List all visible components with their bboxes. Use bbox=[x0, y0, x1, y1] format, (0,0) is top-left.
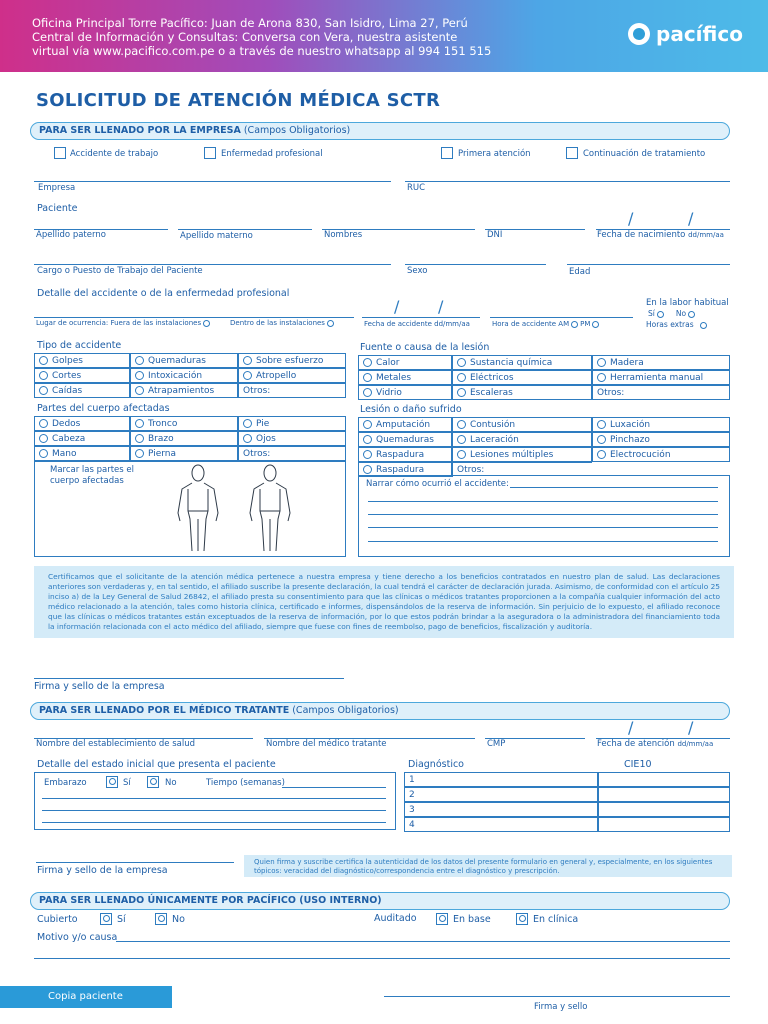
option-golpes[interactable]: Golpes bbox=[34, 353, 130, 368]
option-intoxicacion[interactable]: Intoxicación bbox=[130, 368, 238, 383]
date-separator: / bbox=[628, 718, 634, 737]
option-atropello[interactable]: Atropello bbox=[238, 368, 346, 383]
diagnostico-row-3[interactable]: 3 bbox=[404, 802, 598, 817]
option-otros-partes[interactable]: Otros: bbox=[238, 446, 346, 461]
legal-declaration: Certificamos que el solicitante de la atención médica pertenece a nuestra empresa y tiene derecho a los beneficios contratados en nuestro plan de salud. Las declaraciones anteriores son verdaderas y, en tal sentido, el afiliado suscribe la presente declaración, la cual tendrá el carácter de declaración jurada. Asimismo, de conformidad con el artículo 25 inciso a) de la Ley General de Salud 26842, el afiliado presta su consentimiento para que las clínicas o médicos tratantes proporcionen a la compañía cualquier información del acto médico relacionado a la atención, tales como historia clínica, certificado e informes, dispensándolos de la reserva de información. Sin perjuicio de lo expuesto, el afiliado reconoce que las clínicas o médicos tratantes están exceptuados de la reserva de información, por lo que estos podrán brindar a la aseguradora o la administradora del financiamiento toda la información relacionada con el acto médico del afiliado, siempre que fuese con fines de reembolso, pago de beneficios, fiscalización y auditoría. bbox=[34, 566, 734, 638]
authenticity-note: Quien firma y suscribe certifica la autenticidad de los datos del presente formulario en general y, especialmente, en los siguientes tópicos: veracidad del diagnóstico/correspondencia entre el diagnóstico y prescripción. bbox=[244, 855, 732, 877]
option-metales[interactable]: Metales bbox=[358, 370, 452, 385]
date-separator: / bbox=[688, 718, 694, 737]
label-edad: Edad bbox=[569, 267, 591, 277]
option-ojos[interactable]: Ojos bbox=[238, 431, 346, 446]
narrar-line[interactable] bbox=[510, 487, 718, 488]
label-horas-extras: Horas extras bbox=[646, 320, 707, 329]
date-separator: / bbox=[438, 297, 444, 316]
label-motivo: Motivo y/o causa bbox=[37, 932, 118, 943]
firma-medico-line[interactable] bbox=[36, 862, 234, 863]
cie-row-1[interactable] bbox=[598, 772, 730, 787]
date-separator: / bbox=[628, 209, 634, 228]
label-nombres: Nombres bbox=[324, 230, 363, 240]
narrar-line[interactable] bbox=[368, 501, 718, 502]
option-raspadura[interactable]: Raspadura bbox=[358, 447, 452, 462]
estado-line[interactable] bbox=[42, 810, 386, 811]
label-narrar-accidente: Narrar cómo ocurrió el accidente: bbox=[366, 479, 509, 489]
label-sexo: Sexo bbox=[407, 266, 428, 276]
section-empresa: PARA SER LLENADO POR LA EMPRESA (Campos Obligatorios) bbox=[30, 122, 730, 140]
checkbox-embarazo-si[interactable] bbox=[106, 776, 118, 788]
label-detalle-accidente: Detalle del accidente o de la enfermedad profesional bbox=[37, 288, 290, 299]
option-caidas[interactable]: Caídas bbox=[34, 383, 130, 398]
label-fecha-accidente: Fecha de accidente dd/mm/aa bbox=[364, 320, 470, 328]
option-pierna[interactable]: Pierna bbox=[130, 446, 238, 461]
label-paciente: Paciente bbox=[37, 203, 78, 214]
label-apellido-paterno: Apellido paterno bbox=[36, 230, 106, 240]
label-firma-sello: Firma y sello bbox=[534, 1002, 588, 1012]
label-nombre-medico: Nombre del médico tratante bbox=[266, 739, 387, 749]
checkbox-cubierto-si[interactable] bbox=[100, 913, 112, 925]
radio-dentro[interactable] bbox=[327, 320, 334, 327]
cargo-field[interactable] bbox=[34, 264, 391, 265]
option-cabeza[interactable]: Cabeza bbox=[34, 431, 130, 446]
checkbox-en-base[interactable] bbox=[436, 913, 448, 925]
option-vidrio[interactable]: Vidrio bbox=[358, 385, 452, 400]
pacifico-logo: pacífico bbox=[628, 22, 743, 46]
option-otros-tipo[interactable]: Otros: bbox=[238, 383, 346, 398]
label-estado-inicial: Detalle del estado inicial que presenta el paciente bbox=[37, 759, 276, 770]
option-calor[interactable]: Calor bbox=[358, 355, 452, 370]
ruc-field[interactable] bbox=[405, 181, 730, 182]
option-tronco[interactable]: Tronco bbox=[130, 416, 238, 431]
checkbox-accidente-trabajo[interactable] bbox=[54, 147, 66, 159]
option-pie[interactable]: Pie bbox=[238, 416, 346, 431]
option-atrapamientos[interactable]: Atrapamientos bbox=[130, 383, 238, 398]
checkbox-enfermedad-profesional[interactable] bbox=[204, 147, 216, 159]
empresa-field[interactable] bbox=[34, 181, 391, 182]
diagnostico-row-2[interactable]: 2 bbox=[404, 787, 598, 802]
label-primera-atencion: Primera atención bbox=[458, 149, 531, 159]
checkbox-cubierto-no[interactable] bbox=[155, 913, 167, 925]
narrar-line[interactable] bbox=[368, 527, 718, 528]
radio-am[interactable] bbox=[571, 321, 578, 328]
label-hora-accidente: Hora de accidente AM PM bbox=[492, 320, 601, 328]
label-fecha-nacimiento: Fecha de nacimiento dd/mm/aa bbox=[597, 230, 724, 240]
option-escaleras[interactable]: Escaleras bbox=[452, 385, 592, 400]
cie-row-3[interactable] bbox=[598, 802, 730, 817]
label-marcar-partes: Marcar las partes el cuerpo afectadas bbox=[50, 465, 135, 486]
form-title: SOLICITUD DE ATENCIÓN MÉDICA SCTR bbox=[36, 90, 441, 111]
fecha-accidente-field[interactable] bbox=[362, 317, 480, 318]
option-madera[interactable]: Madera bbox=[592, 355, 730, 370]
label-dentro: Dentro de las instalaciones bbox=[230, 319, 334, 327]
cie-row-2[interactable] bbox=[598, 787, 730, 802]
option-contusion[interactable]: Contusión bbox=[452, 417, 592, 432]
option-electrocucion[interactable]: Electrocución bbox=[592, 447, 730, 462]
tiempo-field[interactable] bbox=[282, 787, 386, 788]
checkbox-en-clinica[interactable] bbox=[516, 913, 528, 925]
option-herramienta-manual[interactable]: Herramienta manual bbox=[592, 370, 730, 385]
label-cubierto-si: Sí bbox=[117, 914, 126, 925]
estado-line[interactable] bbox=[42, 822, 386, 823]
label-embarazo-no: No bbox=[165, 778, 177, 788]
option-otros-lesion[interactable]: Otros: bbox=[452, 462, 592, 477]
radio-labor-no[interactable] bbox=[688, 311, 695, 318]
label-continuacion-tratamiento: Continuación de tratamiento bbox=[583, 149, 706, 159]
narrar-line[interactable] bbox=[368, 541, 718, 542]
label-lesion-dano: Lesión o daño sufrido bbox=[360, 404, 462, 415]
option-quemaduras-lesion[interactable]: Quemaduras bbox=[358, 432, 452, 447]
label-auditado: Auditado bbox=[374, 913, 417, 924]
label-embarazo-si: Sí bbox=[123, 778, 131, 788]
estado-line[interactable] bbox=[42, 798, 386, 799]
option-lesiones-multiples[interactable]: Lesiones múltiples bbox=[452, 447, 592, 462]
apellido-materno-field[interactable] bbox=[178, 229, 312, 230]
checkbox-primera-atencion[interactable] bbox=[441, 147, 453, 159]
label-establecimiento: Nombre del establecimiento de salud bbox=[36, 739, 195, 749]
checkbox-continuacion-tratamiento[interactable] bbox=[566, 147, 578, 159]
header-contact: Central de Información y Consultas: Conversa con Vera, nuestra asistente bbox=[32, 30, 458, 44]
diagnostico-row-4[interactable]: 4 bbox=[404, 817, 598, 832]
label-empresa: Empresa bbox=[38, 183, 76, 193]
option-otros-causa[interactable]: Otros: bbox=[592, 385, 730, 400]
label-enfermedad-profesional: Enfermedad profesional bbox=[221, 149, 323, 159]
section-medico: PARA SER LLENADO POR EL MÉDICO TRATANTE (Campos Obligatorios) bbox=[30, 702, 730, 720]
label-tipo-accidente: Tipo de accidente bbox=[37, 340, 122, 351]
label-diagnostico: Diagnóstico bbox=[408, 759, 464, 770]
label-cmp: CMP bbox=[487, 739, 506, 749]
body-figures-icon[interactable] bbox=[160, 463, 310, 555]
label-cubierto: Cubierto bbox=[37, 914, 78, 925]
label-embarazo: Embarazo bbox=[44, 778, 87, 788]
date-separator: / bbox=[688, 209, 694, 228]
edad-field[interactable] bbox=[567, 264, 730, 265]
label-cargo: Cargo o Puesto de Trabajo del Paciente bbox=[37, 266, 203, 276]
pacifico-logo-icon bbox=[628, 23, 650, 45]
labor-options: Sí No bbox=[648, 309, 695, 318]
label-firma-empresa: Firma y sello de la empresa bbox=[34, 681, 165, 692]
header-whatsapp: virtual vía www.pacifico.com.pe o a través de nuestro whatsapp al 994 151 515 bbox=[32, 44, 492, 58]
option-electricos[interactable]: Eléctricos bbox=[452, 370, 592, 385]
label-fecha-atencion: Fecha de atención dd/mm/aa bbox=[597, 739, 714, 749]
section-uso-interno: PARA SER LLENADO ÚNICAMENTE POR PACÍFICO (USO INTERNO) bbox=[30, 892, 730, 910]
firma-empresa-line[interactable] bbox=[34, 678, 344, 679]
label-ruc: RUC bbox=[407, 183, 426, 193]
motivo-line[interactable] bbox=[34, 958, 730, 959]
motivo-field[interactable] bbox=[116, 941, 730, 942]
option-raspadura-2[interactable]: Raspadura bbox=[358, 462, 452, 477]
radio-horas-extras[interactable] bbox=[700, 322, 707, 329]
option-mano[interactable]: Mano bbox=[34, 446, 130, 461]
label-lugar: Lugar de ocurrencia: Fuera de las instalaciones bbox=[36, 319, 210, 327]
cie-row-4[interactable] bbox=[598, 817, 730, 832]
label-cie10: CIE10 bbox=[624, 759, 652, 770]
option-brazo[interactable]: Brazo bbox=[130, 431, 238, 446]
option-sobre-esfuerzo[interactable]: Sobre esfuerzo bbox=[238, 353, 346, 368]
label-accidente-trabajo: Accidente de trabajo bbox=[70, 149, 159, 159]
option-laceracion[interactable]: Laceración bbox=[452, 432, 592, 447]
narrar-line[interactable] bbox=[368, 514, 718, 515]
radio-pm[interactable] bbox=[592, 321, 599, 328]
sexo-field[interactable] bbox=[405, 264, 546, 265]
header-address: Oficina Principal Torre Pacífico: Juan de Arona 830, San Isidro, Lima 27, Perú bbox=[32, 16, 468, 30]
label-en-clinica: En clínica bbox=[533, 914, 579, 925]
date-separator: / bbox=[394, 297, 400, 316]
lugar-field[interactable] bbox=[34, 317, 354, 318]
radio-labor-si[interactable] bbox=[657, 311, 664, 318]
label-apellido-materno: Apellido materno bbox=[180, 231, 253, 241]
firma-sello-line[interactable] bbox=[384, 996, 730, 997]
option-dedos[interactable]: Dedos bbox=[34, 416, 130, 431]
checkbox-embarazo-no[interactable] bbox=[147, 776, 159, 788]
hora-accidente-field[interactable] bbox=[490, 317, 633, 318]
option-sustancia-quimica[interactable]: Sustancia química bbox=[452, 355, 592, 370]
option-quemaduras[interactable]: Quemaduras bbox=[130, 353, 238, 368]
label-en-base: En base bbox=[453, 914, 491, 925]
copia-paciente-tab: Copia paciente bbox=[0, 986, 172, 1008]
label-firma-medico: Firma y sello de la empresa bbox=[37, 865, 168, 876]
label-partes-cuerpo: Partes del cuerpo afectadas bbox=[37, 403, 170, 414]
option-amputacion[interactable]: Amputación bbox=[358, 417, 452, 432]
label-cubierto-no: No bbox=[172, 914, 185, 925]
label-labor-habitual: En la labor habitual bbox=[646, 298, 729, 308]
option-pinchazo[interactable]: Pinchazo bbox=[592, 432, 730, 447]
diagnostico-row-1[interactable]: 1 bbox=[404, 772, 598, 787]
option-luxacion[interactable]: Luxación bbox=[592, 417, 730, 432]
radio-fuera[interactable] bbox=[203, 320, 210, 327]
label-tiempo-semanas: Tiempo (semanas) bbox=[206, 778, 285, 788]
option-cortes[interactable]: Cortes bbox=[34, 368, 130, 383]
label-dni: DNI bbox=[487, 230, 503, 240]
label-fuente-causa: Fuente o causa de la lesión bbox=[360, 342, 490, 353]
